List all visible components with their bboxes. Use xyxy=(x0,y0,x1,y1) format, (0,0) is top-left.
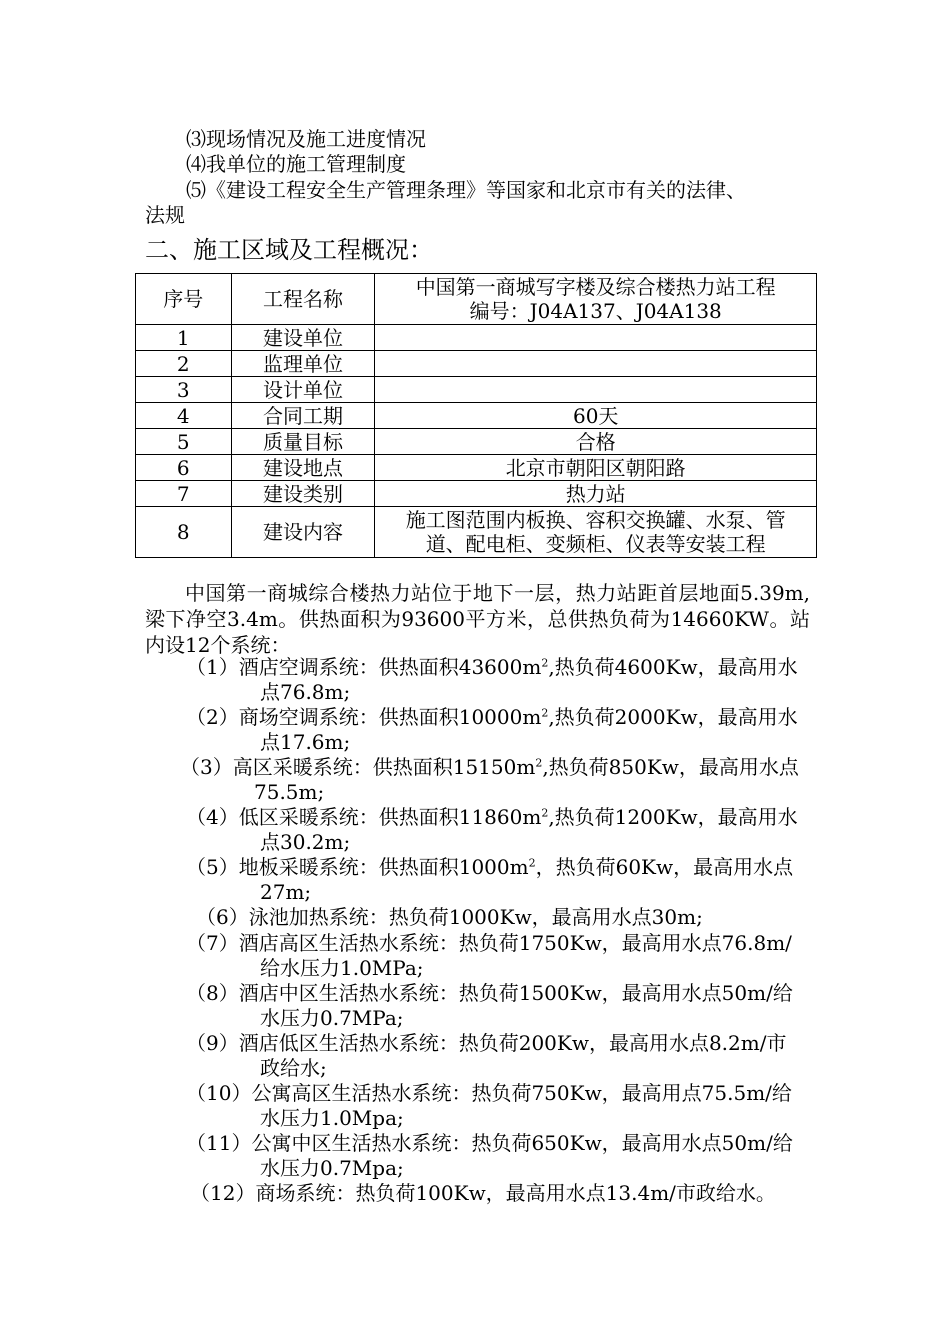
row-name: 质量目标 xyxy=(231,429,375,455)
system-text: （11）公寓中区生活热水系统：热负荷650Kw，最高用水点50m/给 xyxy=(186,1131,793,1155)
table-header-row xyxy=(136,274,817,325)
row-name: 建设内容 xyxy=(231,507,375,558)
row-value xyxy=(375,377,817,403)
system-text: （9）酒店低区生活热水系统：热负荷200Kw，最高用水点8.2m/市 xyxy=(186,1031,787,1055)
superscript: 2 xyxy=(541,706,549,720)
row-value: 北京市朝阳区朝阳路 xyxy=(375,455,817,481)
system-text: （7）酒店高区生活热水系统：热负荷1750Kw，最高用水点76.8m/ xyxy=(186,931,792,955)
system-item xyxy=(186,805,798,855)
overview-paragraph: 中国第一商城综合楼热力站位于地下一层，热力站距首层地面5.39m,梁下净空3.4m。供热面积为93600平方米，总供热负荷为14660KW。站内设12个系统： xyxy=(145,581,810,657)
row-value: 热力站 xyxy=(375,481,817,507)
row-value xyxy=(375,351,817,377)
system-text-continued: 27m; xyxy=(260,880,312,904)
construction-content-line-1: 施工图范围内板换、容积交换罐、水泵、管 xyxy=(405,508,786,532)
system-item xyxy=(186,855,793,905)
system-item xyxy=(186,1031,786,1081)
system-item xyxy=(190,1181,776,1206)
project-code: 编号：J04A137、J04A138 xyxy=(469,299,722,323)
system-text: （2）商场空调系统：供热面积10000m xyxy=(186,705,542,729)
row-value: 60天 xyxy=(375,403,817,429)
intro-item-5-continued: 法规 xyxy=(145,203,185,227)
table-row xyxy=(136,377,817,403)
system-item xyxy=(186,705,798,755)
row-no: 6 xyxy=(136,455,232,481)
system-text: （4）低区采暖系统：供热面积11860m xyxy=(186,805,542,829)
system-item xyxy=(186,1131,793,1181)
header-project-name: 工程名称 xyxy=(231,274,375,325)
intro-item-5: ⑸《建设工程安全生产管理条理》等国家和北京市有关的法律、 xyxy=(186,178,746,202)
row-value xyxy=(375,325,817,351)
superscript: 2 xyxy=(535,756,543,770)
system-text-continued: 政给水; xyxy=(260,1056,327,1080)
system-item xyxy=(180,755,799,805)
intro-item-4: ⑷我单位的施工管理制度 xyxy=(186,152,406,176)
table-row xyxy=(136,351,817,377)
system-item xyxy=(196,905,703,930)
system-text: （3）高区采暖系统：供热面积15150m xyxy=(180,755,536,779)
system-text: （10）公寓高区生活热水系统：热负荷750Kw，最高用点75.5m/给 xyxy=(186,1081,792,1105)
system-item xyxy=(186,981,793,1031)
row-no: 1 xyxy=(136,325,232,351)
system-text-tail: ,热负荷2000Kw，最高用水 xyxy=(548,705,798,729)
table-row xyxy=(136,507,817,558)
system-item xyxy=(186,655,798,705)
row-no: 7 xyxy=(136,481,232,507)
system-text-continued: 水压力1.0Mpa; xyxy=(260,1106,404,1130)
system-text-tail: ,热负荷850Kw，最高用水点 xyxy=(542,755,799,779)
table-row xyxy=(136,429,817,455)
row-no: 8 xyxy=(136,507,232,558)
header-project-title xyxy=(375,274,817,325)
table-row xyxy=(136,403,817,429)
row-name: 监理单位 xyxy=(231,351,375,377)
system-text: （8）酒店中区生活热水系统：热负荷1500Kw，最高用水点50m/给 xyxy=(186,981,793,1005)
system-text-tail: ,热负荷1200Kw，最高用水 xyxy=(548,805,798,829)
project-overview-table xyxy=(135,273,817,558)
header-serial: 序号 xyxy=(136,274,232,325)
table-row xyxy=(136,481,817,507)
intro-item-3: ⑶现场情况及施工进度情况 xyxy=(186,127,426,151)
system-text: （1）酒店空调系统：供热面积43600m xyxy=(186,655,542,679)
system-text-continued: 点76.8m; xyxy=(260,680,351,704)
system-text: （12）商场系统：热负荷100Kw，最高用水点13.4m/市政给水。 xyxy=(190,1181,776,1205)
system-text-continued: 点17.6m; xyxy=(260,730,351,754)
construction-content-line-2: 道、配电柜、变频柜、仪表等安装工程 xyxy=(425,532,766,556)
project-title: 中国第一商城写字楼及综合楼热力站工程 xyxy=(415,275,776,299)
superscript: 2 xyxy=(541,806,549,820)
system-text-tail: ，热负荷60Kw，最高用水点 xyxy=(535,855,794,879)
system-text-continued: 点30.2m; xyxy=(260,830,351,854)
system-item xyxy=(186,1081,792,1131)
section-heading: 二、施工区域及工程概况： xyxy=(145,236,433,264)
table-row xyxy=(136,455,817,481)
system-text: （5）地板采暖系统：供热面积1000m xyxy=(186,855,529,879)
system-text-continued: 水压力0.7Mpa; xyxy=(260,1156,404,1180)
system-item xyxy=(186,931,792,981)
row-no: 3 xyxy=(136,377,232,403)
row-name: 建设地点 xyxy=(231,455,375,481)
system-text-continued: 水压力0.7MPa; xyxy=(260,1006,404,1030)
row-name: 合同工期 xyxy=(231,403,375,429)
row-name: 建设单位 xyxy=(231,325,375,351)
row-no: 5 xyxy=(136,429,232,455)
row-no: 2 xyxy=(136,351,232,377)
system-text: （6）泳池加热系统：热负荷1000Kw，最高用水点30m; xyxy=(196,905,703,929)
row-name: 建设类别 xyxy=(231,481,375,507)
row-no: 4 xyxy=(136,403,232,429)
superscript: 2 xyxy=(528,856,536,870)
system-text-continued: 75.5m; xyxy=(254,780,325,804)
row-value xyxy=(375,507,817,558)
system-text-tail: ,热负荷4600Kw，最高用水 xyxy=(548,655,798,679)
row-name: 设计单位 xyxy=(231,377,375,403)
table-row xyxy=(136,325,817,351)
row-value: 合格 xyxy=(375,429,817,455)
system-text-continued: 给水压力1.0MPa; xyxy=(260,956,424,980)
superscript: 2 xyxy=(541,656,549,670)
